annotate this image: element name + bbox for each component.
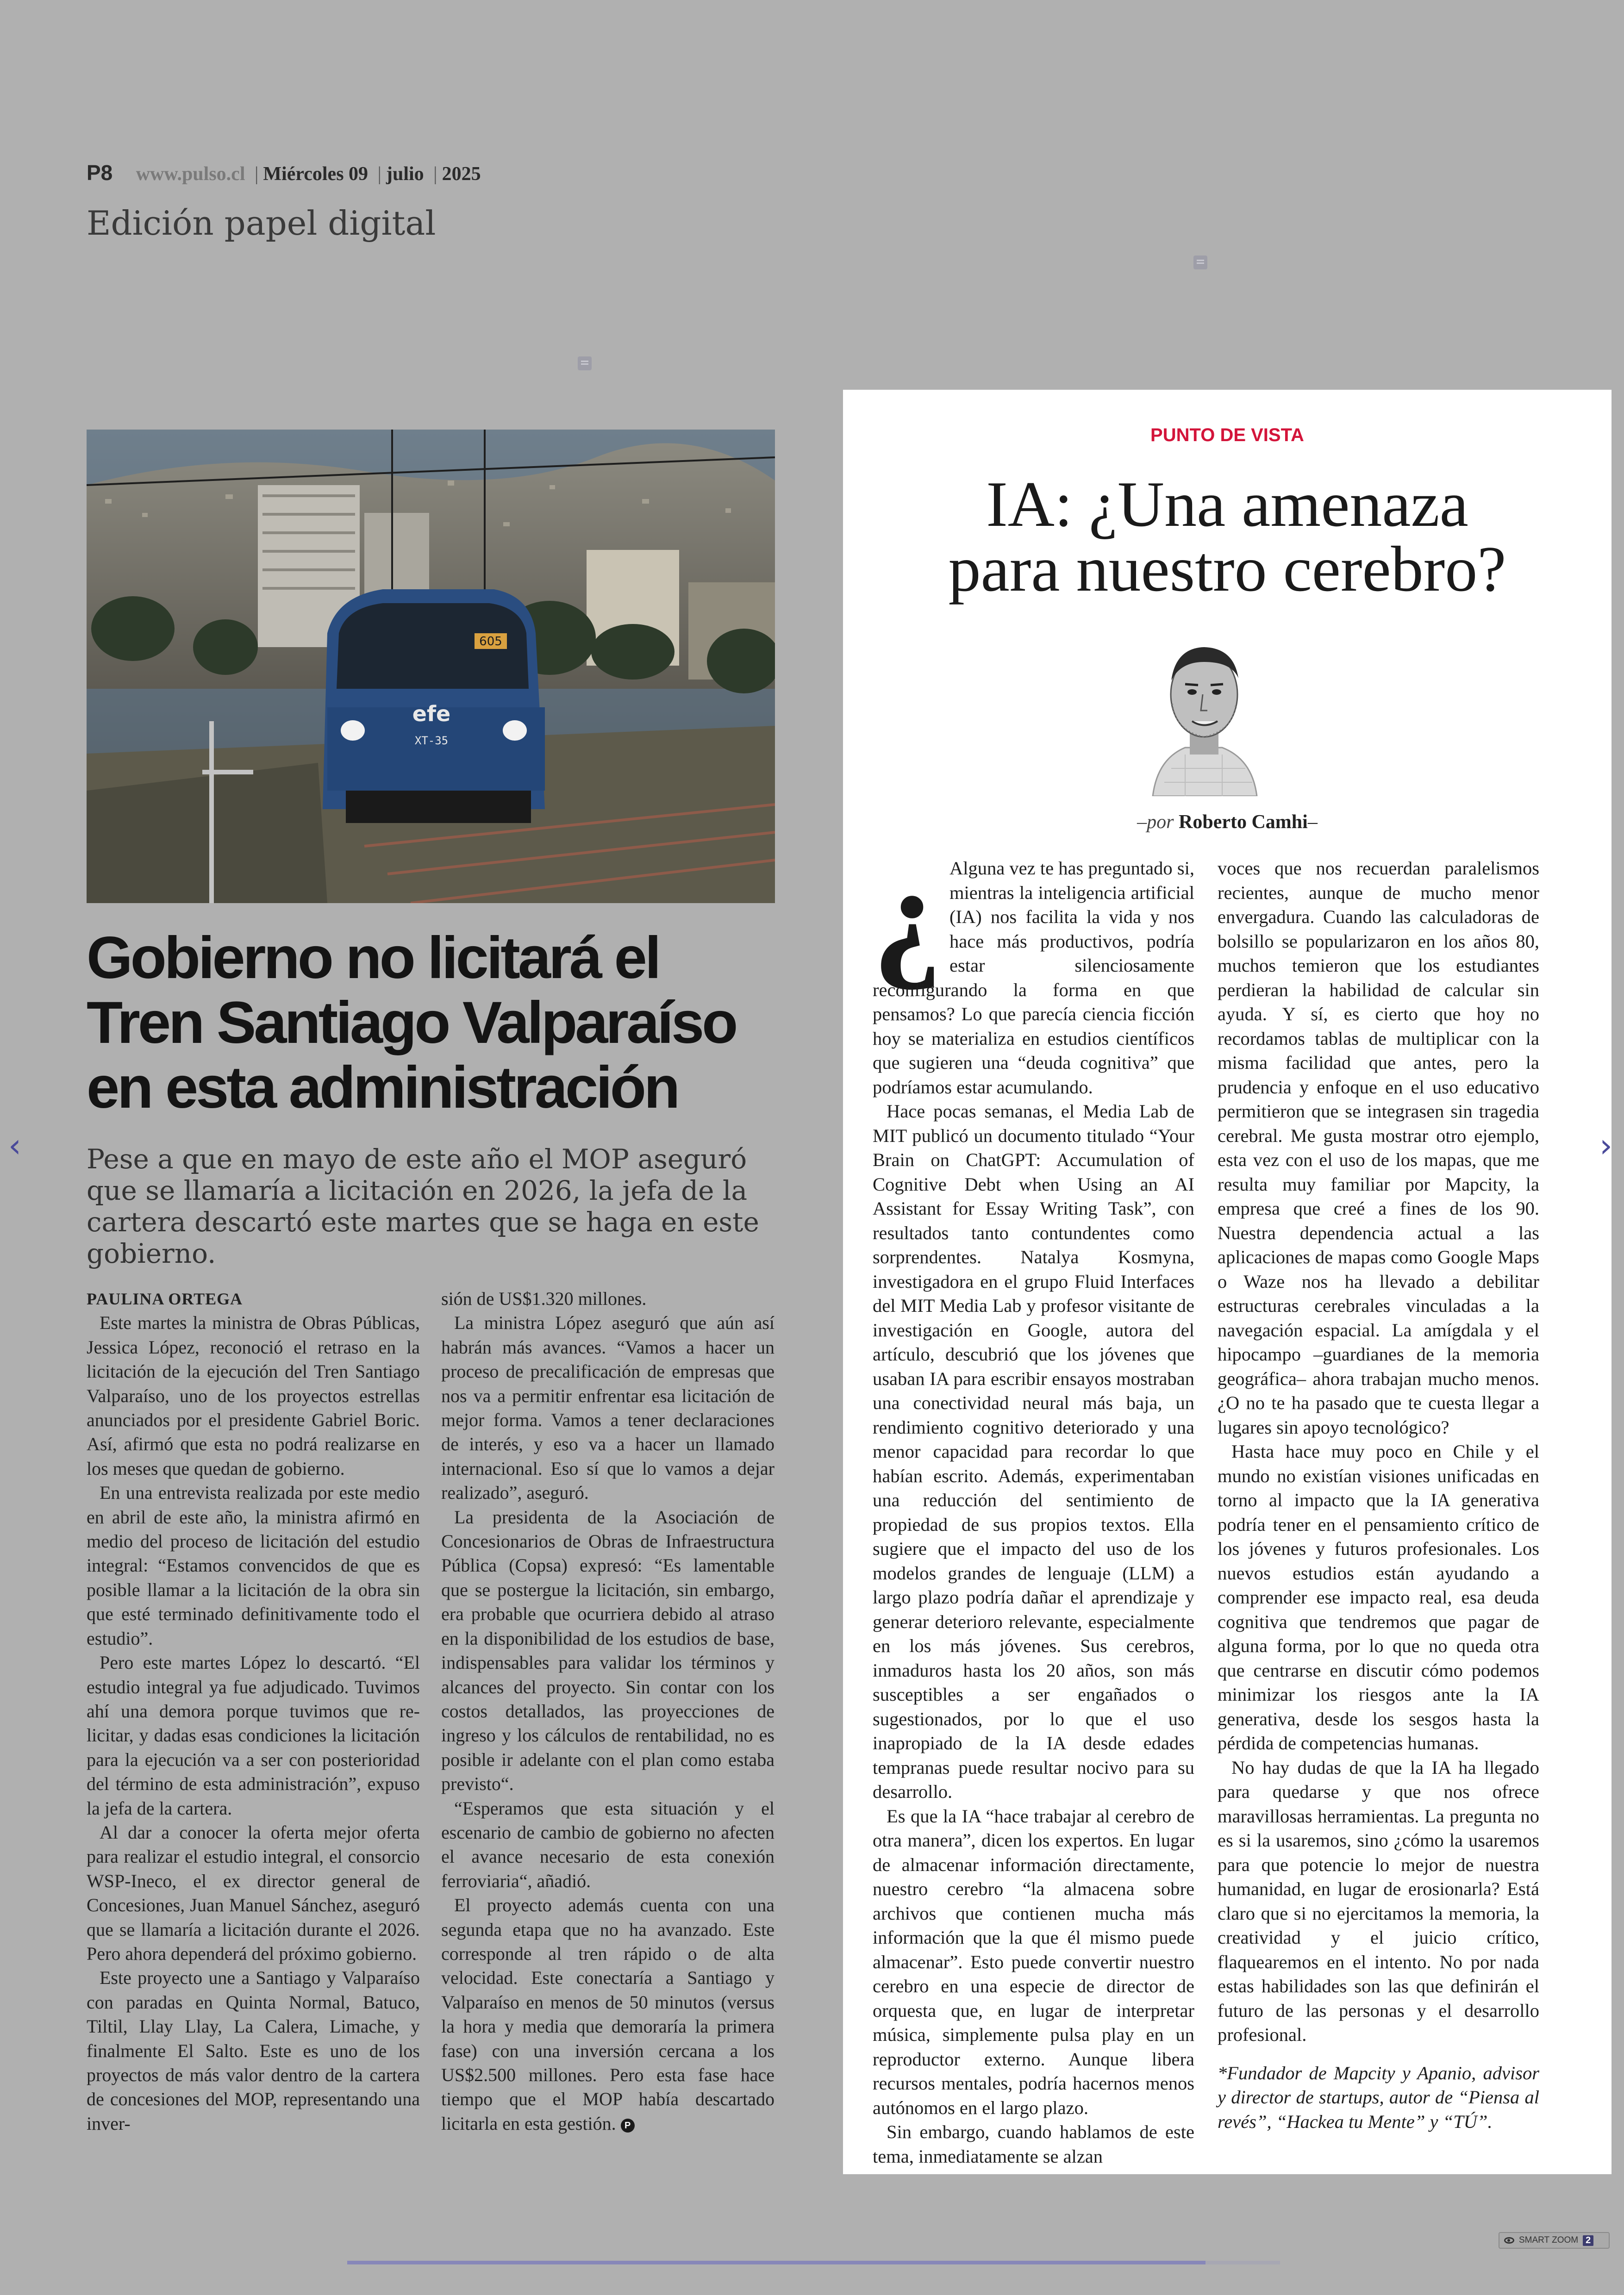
article-column-1 bbox=[87, 1287, 420, 2136]
opinion-title-line: para nuestro cerebro? bbox=[948, 533, 1506, 605]
opinion-kicker: PUNTO DE VISTA bbox=[1150, 425, 1304, 445]
author-prefix: –por bbox=[1137, 811, 1174, 833]
previous-page-icon[interactable]: ‹ bbox=[8, 1127, 21, 1165]
site-url[interactable]: www.pulso.cl bbox=[136, 163, 245, 185]
opinion-title-line: IA: ¿Una amenaza bbox=[986, 468, 1468, 540]
page-progress-fill bbox=[347, 2261, 1206, 2264]
opinion-paragraph-text: Alguna vez te has preguntado si, mientras la inteligencia artificial (IA) nos facilita la vida y nos hace más productivos, podría estar silenciosamente reconfigurando la forma en que pensamos? Lo que parecía ciencia ficción hoy se materializa en estudios científicos que sugieren una “deuda cognitiva” que podríamos estar acumulando. bbox=[873, 858, 1194, 1098]
date-year: 2025 bbox=[442, 163, 481, 185]
article-paragraph: La ministra López aseguró que aún así habrán más avances. “Vamos a hacer un proceso de precalificación de empresas que nos va a permitir enfrentar esa licitación de mejor forma. Vamos a tener declaraciones de interés, y eso va a hacer un llamado internacional. Eso sí que lo vamos a dejar realizado”, aseguró. bbox=[441, 1312, 775, 1503]
drop-cap: ¿ bbox=[873, 837, 942, 991]
opinion-column-2 bbox=[1218, 856, 1539, 2134]
article-paragraph bbox=[441, 1893, 775, 2136]
article-paragraph: Este martes la ministra de Obras Públicas, Jessica López, reconoció el retraso en la licitación de la ejecución del Tren Santiago Valparaíso, uno de los proyectos estrellas anunciados por el presidente Gabriel Boric. Así, afirmó que esta no podrá realizarse en los meses que quedan de gobierno. bbox=[87, 1312, 420, 1479]
train-code: XT-35 bbox=[414, 734, 449, 747]
train-number: 605 bbox=[479, 635, 502, 649]
date-month: julio bbox=[386, 163, 424, 185]
article-byline: PAULINA ORTEGA bbox=[87, 1290, 243, 1308]
page-number: P8 bbox=[87, 161, 113, 185]
annotation-marker[interactable] bbox=[578, 356, 592, 370]
end-of-article-icon: P bbox=[621, 2119, 635, 2133]
article-paragraph: Pero este martes López lo descartó. “El estudio integral ya fue adjudicado. Tuvimos ahí una demora porque tuvimos que re-licitar, y dadas esas condiciones la licitación para la ejecución va a ser con posterioridad del término de esta administración”, expuso la jefa de la cartera. bbox=[87, 1652, 420, 1819]
article-paragraph: “Esperamos que esta situación y el escenario de cambio de gobierno no afecten el avance necesario de esta conexión ferroviaria“, añadió. bbox=[441, 1797, 775, 1891]
smart-zoom-count: 2 bbox=[1583, 2235, 1593, 2246]
date-day: Miércoles 09 bbox=[263, 163, 369, 185]
opinion-author bbox=[843, 811, 1612, 833]
opinion-column-1 bbox=[873, 837, 1194, 2169]
page-header: P8 www.pulso.cl | Miércoles 09 | julio | 2025 bbox=[87, 161, 481, 185]
smart-zoom-button[interactable] bbox=[1499, 2232, 1610, 2249]
opinion-title bbox=[843, 468, 1612, 605]
opinion-paragraph: Es que la IA “hace trabajar al cerebro de otra manera”, dicen los expertos. En lugar de almacenar información directamente, nuestro cerebro “la almacena sobre archivos que contienen mucha más información que la que él mismo puede almacenar”. Esto puede convertir nuestro cerebro en una especie de director de orquesta que, en lugar de interpretar música, simplemente pulsa play en un reproductor externo. Aunque libera recursos mentales, podría hacernos menos autónomos en el largo plazo. bbox=[873, 1805, 1194, 2118]
article-paragraph: La presidenta de la Asociación de Concesionarios de Obras de Infraestructura Pública (Copsa) expresó: “Es lamentable que se postergue la licitación, sin embargo, era probable que ocurriera debido al atraso en la disponibilidad de los estudios de base, indispensables para validar los términos y alcances del proyecto. Sin contar con los costos detallados, las proyecciones de ingreso y los cálculos de rentabilidad, no es posible ir adelante con el plan como estaba previsto“. bbox=[441, 1506, 775, 1795]
article-photo bbox=[87, 430, 775, 903]
opinion-paragraph bbox=[873, 837, 1194, 1099]
next-page-icon[interactable]: › bbox=[1599, 1127, 1612, 1165]
eye-icon bbox=[1504, 2237, 1514, 2244]
author-name: Roberto Camhi bbox=[1179, 811, 1308, 833]
author-suffix: – bbox=[1307, 811, 1318, 833]
author-footnote: *Fundador de Mapcity y Apanio, advisor y director de startups, autor de “Piensa al revés”, “Hackea tu Mente” y “TÚ”. bbox=[1218, 2062, 1539, 2132]
opinion-paragraph: No hay dudas de que la IA ha llegado para quedarse y que nos ofrece maravillosas herramientas. La pregunta no es si la usaremos, sino ¿cómo la usaremos para que potencie lo mejor de nuestra humanidad, en lugar de erosionarla? Está claro que si no ejercitamos la memoria, la creatividad y el juicio crítico, flaquearemos en el intento. No por nada estas habilidades son las que definirán el futuro de las personas y el desarrollo profesional. bbox=[1218, 1757, 1539, 2045]
edition-title: Edición papel digital bbox=[87, 204, 436, 243]
opinion-paragraph: Hasta hace muy poco en Chile y el mundo no existían visiones unificadas en torno al impacto que la IA generativa podría tener en el pensamiento crítico de los jóvenes y futuros profesionales. Los nuevos estudios están ayudando a comprender ese impacto real, esa deuda cognitiva que tendremos que pagar de alguna forma, por lo que no queda otra que centrarse en discutir cómo podemos minimizar los riesgos ante la IA generativa, desde los sesgos hasta la pérdida de competencias humanas. bbox=[1218, 1441, 1539, 1753]
opinion-paragraph: Sin embargo, cuando hablamos de este tema, inmediatamente se alzan bbox=[873, 2121, 1194, 2167]
opinion-paragraph: voces que nos recuerdan paralelismos recientes, aunque de mucho menor envergadura. Cuando las calculadoras de bolsillo se popularizaron en los años 80, muchos temieron que los estudiantes perdieran la habilidad de calcular sin ayuda. Y sí, es cierto que hoy no recordamos tablas de multiplicar con la misma facilidad que antes, pero la prudencia y enfoque en el uso educativo permitieron que se integrasen sin tragedia cerebral. Me gusta mostrar otro ejemplo, esta vez con el uso de los mapas, que me resulta muy familiar por Mapcity, la empresa que creé a fines de los 90. Nuestra dependencia actual a las aplicaciones de mapas como Google Maps o Waze nos ha llevado a debilitar estructuras cerebrales vinculadas a la navegación espacial. La amígdala y el hipocampo –guardianes de la memoria geográfica– ahora trabajan mucho menos. ¿O no te ha pasado que te cuesta llegar a lugares sin apoyo tecnológico? bbox=[1218, 858, 1539, 1438]
article-paragraph: En una entrevista realizada por este medio en abril de este año, la ministra afirmó en medio del proceso de licitación del estudio integral: “Estamos convencidos de que es posible llamar a la licitación de la obra sin que esté terminado definitivamente todo el estudio”. bbox=[87, 1482, 420, 1649]
article-headline: Gobierno no licitará el Tren Santiago Valparaíso en esta administración bbox=[87, 925, 736, 1121]
article-paragraph: Este proyecto une a Santiago y Valparaíso con paradas en Quinta Normal, Batuco, Tiltil, Llay Llay, La Calera, Limache, y finalmente El Salto. Este es uno de los proyectos de más valor dentro de la cartera de concesiones del MOP, representando una inver- bbox=[87, 1967, 420, 2134]
article-paragraph: Al dar a conocer la oferta mejor oferta para realizar el estudio integral, el consorcio WSP-Ineco, el ex director general de Concesiones, Juan Manuel Sánchez, aseguró que se llamaría a licitación durante el 2026. Pero ahora dependerá del próximo gobierno. bbox=[87, 1821, 420, 1964]
article-column-2 bbox=[441, 1287, 775, 2136]
opinion-paragraph: Hace pocas semanas, el Media Lab de MIT publicó un documento titulado “Your Brain on ChatGPT: Accumulation of Cognitive Debt when Using an AI Assistant for Essay Writing Task”, con resultados tanto contundentes como sorprendentes. Natalya Kosmyna, investigadora en el grupo Fluid Interfaces del MIT Media Lab y profesor visitante de investigación en Google, autora del artículo, descubrió que los jóvenes que usaban IA para escribir ensayos mostraban una conectividad neural más baja, un rendimiento cognitivo deteriorado y una menor capacidad para recordar lo que habían escrito. Además, experimentaban una reducción del sentimiento de propiedad de sus propios textos. Ella sugiere que el impacto del uso de los modelos grandes de lenguaje (LLM) a largo plazo podría dañar el aprendizaje y generar deterioro relevante, especialmente en los más jóvenes. Sus cerebros, inmaduros hasta los 20 años, son más susceptibles a ser engañados o sugestionados, por lo que el uso inapropiado de la IA desde edades tempranas puede resultar nocivo para su desarrollo. bbox=[873, 1101, 1194, 1802]
article-deck: Pese a que en mayo de este año el MOP aseguró que se llamaría a licitación en 2026, la jefa de la cartera descartó este martes que se haga en este gobierno. bbox=[87, 1143, 759, 1269]
author-portrait bbox=[1143, 630, 1264, 796]
article-paragraph-text: El proyecto además cuenta con una segunda etapa que no ha avanzado. Este corresponde al tren rápido o de alta velocidad. Este conectaría a Santiago y Valparaíso en menos de 50 minutos (versus la hora y media que demoraría la primera fase) con una inversión cercana a los US$2.500 millones. Pero esta fase hace tiempo que el MOP había descartado licitarla en esta gestión. bbox=[441, 1895, 775, 2134]
annotation-marker[interactable] bbox=[1193, 256, 1207, 269]
article-paragraph: sión de US$1.320 millones. bbox=[441, 1288, 647, 1309]
smart-zoom-label: SMART ZOOM bbox=[1519, 2235, 1579, 2245]
train-logo: efe bbox=[412, 701, 451, 726]
